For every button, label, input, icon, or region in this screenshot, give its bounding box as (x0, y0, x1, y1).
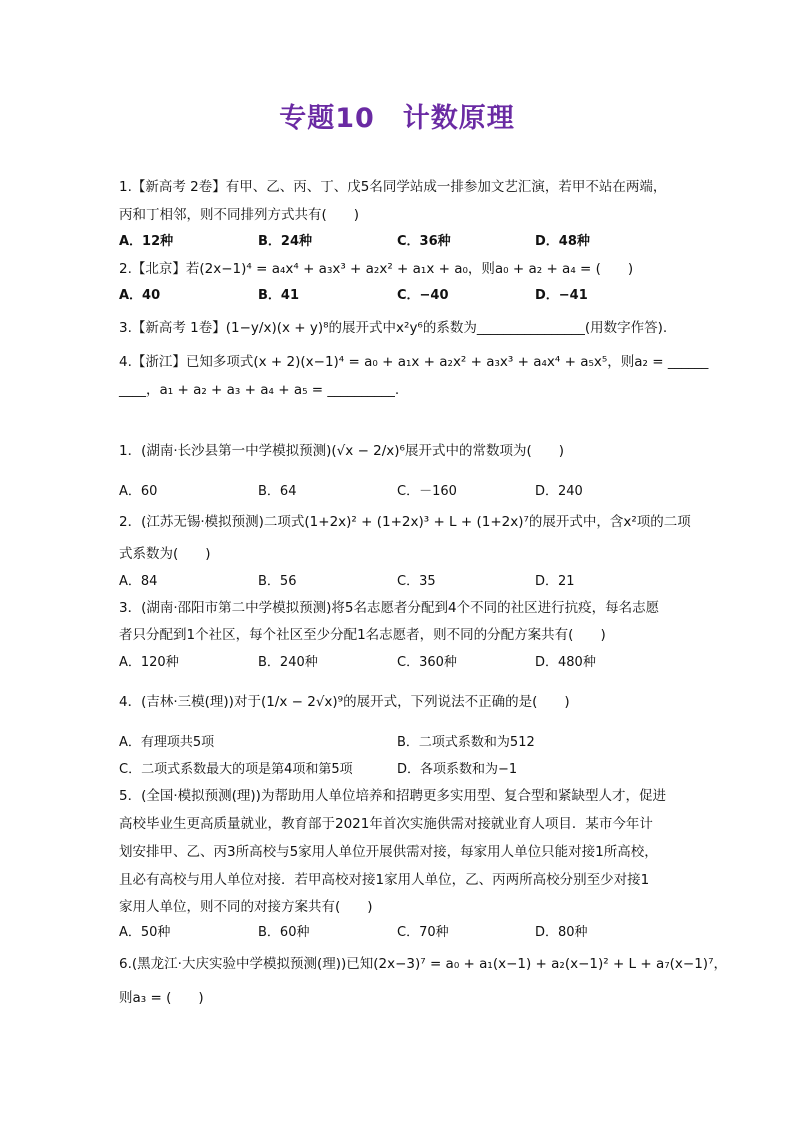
q1-2-option-a: A．40 (119, 288, 161, 303)
q2-5-option-d: D．80种 (535, 925, 588, 940)
q2-2-option-d: D．21 (535, 574, 575, 589)
q2-3-option-d: D．480种 (535, 655, 596, 670)
q1-4-line1: 4.【浙江】已知多项式(x + 2)(x−1)⁴ = a₀ + a₁x + a₂x² + a₃x³ + a₄x⁴ + a₅x⁵，则a₂ = ______ (119, 354, 709, 370)
page-title: 专题10 计数原理 (279, 103, 515, 134)
q2-5-option-b: B．60种 (258, 925, 310, 940)
q2-5-line4: 且必有高校与用人单位对接．若甲高校对接1家用人单位，乙、丙两所高校分别至少对接1 (119, 872, 650, 888)
q1-1-line2: 丙和丁相邻，则不同排列方式共有( ) (119, 207, 360, 223)
q2-6-line1: 6.(黑龙江·大庆实验中学模拟预测(理))已知(2x−3)⁷ = a₀ + a₁(x−1) + a₂(x−1)² + L + a₇(x−1)⁷， (119, 956, 727, 972)
q2-4-line1: 4．(吉林·三模(理))对于(1/x − 2√x)⁹的展开式，下列说法不正确的是( ) (119, 694, 570, 710)
q2-5-option-c: C．70种 (397, 925, 449, 940)
q2-3-line1: 3．(湖南·邵阳市第二中学模拟预测)将5名志愿者分配到4个不同的社区进行抗疫，每名志愿 (119, 600, 660, 616)
q1-1-option-a: A．12种 (119, 234, 174, 249)
q1-2-line1: 2.【北京】若(2x−1)⁴ = a₄x⁴ + a₃x³ + a₂x² + a₁x + a₀，则a₀ + a₂ + a₄ = ( ) (119, 261, 634, 277)
q1-1-line1: 1.【新高考 2卷】有甲、乙、丙、丁、戊5名同学站成一排参加文艺汇演，若甲不站在两端， (119, 179, 667, 195)
q2-1-option-c: C．－160 (397, 484, 457, 499)
q2-1-option-d: D．240 (535, 484, 583, 499)
q2-5-line1: 5．(全国·模拟预测(理))为帮助用人单位培养和招聘更多实用型、复合型和紧缺型人才，促进 (119, 788, 666, 804)
q1-1-option-c: C．36种 (397, 234, 451, 249)
q1-1-option-b: B．24种 (258, 234, 312, 249)
q2-4-option-a: A．有理项共5项 (119, 735, 215, 750)
q1-2-option-d: D．−41 (535, 288, 588, 303)
q2-3-line2: 者只分配到1个社区，每个社区至少分配1名志愿者，则不同的分配方案共有( ) (119, 627, 606, 643)
q2-5-line5: 家用人单位，则不同的对接方案共有( ) (119, 899, 373, 915)
q2-1-option-b: B．64 (258, 484, 297, 499)
q1-3-line1: 3.【新高考 1卷】(1−y/x)(x + y)⁸的展开式中x²y⁶的系数为________________(用数字作答). (119, 320, 668, 336)
q2-4-option-c: C．二项式系数最大的项是第4项和第5项 (119, 762, 353, 777)
q1-4-line2: ____，a₁ + a₂ + a₃ + a₄ + a₅ = __________. (119, 382, 400, 398)
q2-2-option-b: B．56 (258, 574, 297, 589)
q2-4-option-d: D．各项系数和为−1 (397, 762, 518, 777)
q1-2-option-c: C．−40 (397, 288, 449, 303)
q2-1-line1: 1．(湖南·长沙县第一中学模拟预测)(√x − 2/x)⁶展开式中的常数项为( ) (119, 443, 565, 459)
q2-3-option-b: B．240种 (258, 655, 318, 670)
q1-1-option-d: D．48种 (535, 234, 590, 249)
q2-6-line2: 则a₃ = ( ) (119, 990, 204, 1006)
q2-3-option-c: C．360种 (397, 655, 457, 670)
q2-2-option-c: C．35 (397, 574, 436, 589)
q2-2-line2: 式系数为( ) (119, 546, 211, 562)
q1-2-option-b: B．41 (258, 288, 299, 303)
q2-1-option-a: A．60 (119, 484, 158, 499)
q2-5-line2: 高校毕业生更高质量就业，教育部于2021年首次实施供需对接就业育人项目．某市今年计 (119, 816, 653, 832)
q2-2-line1: 2．(江苏无锡·模拟预测)二项式(1+2x)² + (1+2x)³ + L + (1+2x)⁷的展开式中，含x²项的二项 (119, 514, 691, 530)
q2-2-option-a: A．84 (119, 574, 158, 589)
q2-5-line3: 划安排甲、乙、丙3所高校与5家用人单位开展供需对接，每家用人单位只能对接1所高校， (119, 844, 658, 860)
q2-4-option-b: B．二项式系数和为512 (397, 735, 535, 750)
q2-5-option-a: A．50种 (119, 925, 171, 940)
q2-3-option-a: A．120种 (119, 655, 179, 670)
